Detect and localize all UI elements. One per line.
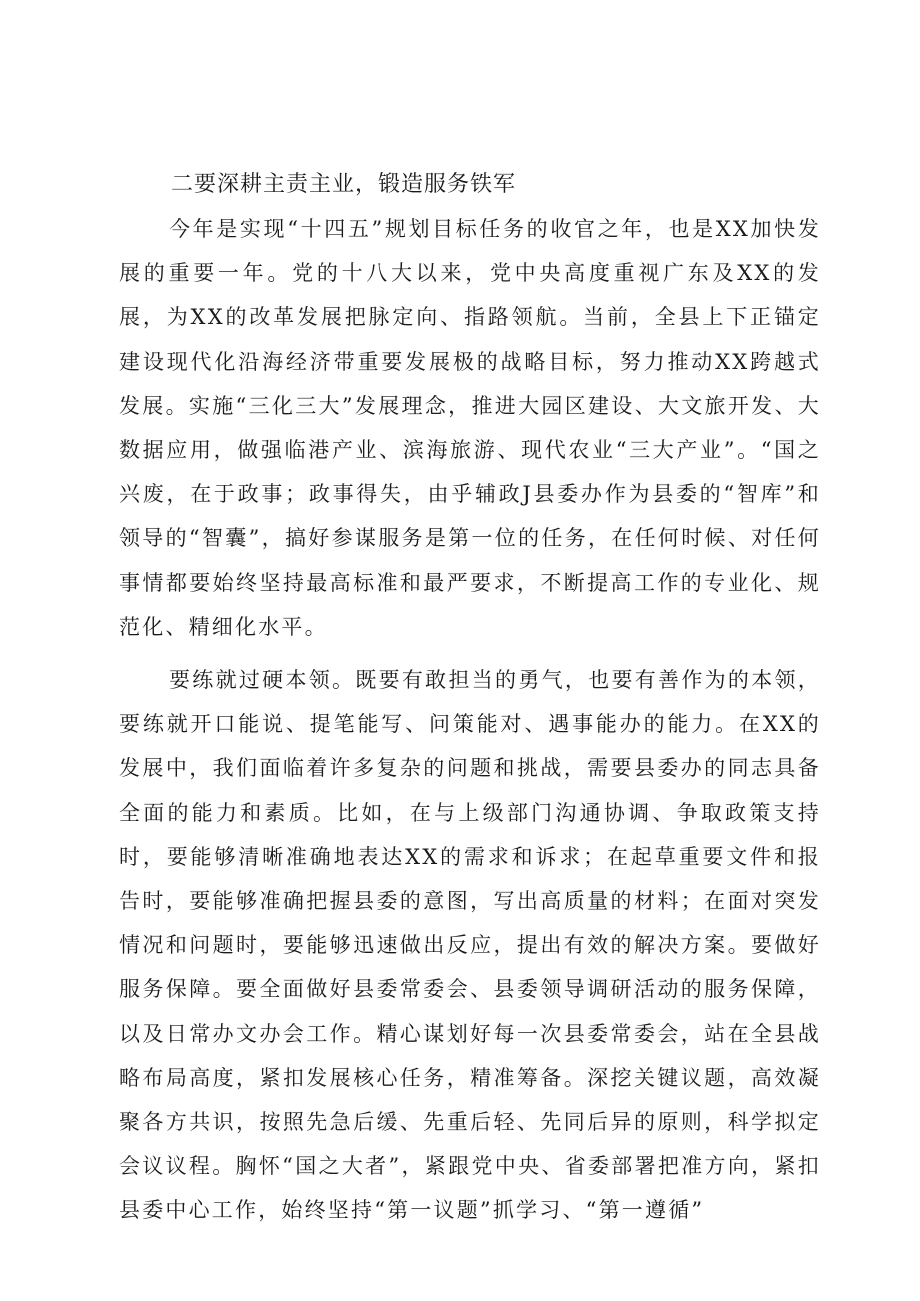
- paragraph-1: 今年是实现“十四五”规划目标任务的收官之年，也是XX加快发展的重要一年。党的十八大以来，党中央高度重视广东及XX的发展，为XX的改革发展把脉定向、指路领航。当前，全县上下正锚定建设现代化沿海经济带重要发展极的战略目标，努力推动XX跨越式发展。实施“三化三大”发展理念，推进大园区建设、大文旅开发、大数据应用，做强临港产业、滨海旅游、现代农业“三大产业”。“国之兴废，在于政事；政事得失，由乎辅政J县委办作为县委的“智库”和领导的“智囊”，搞好参谋服务是第一位的任务，在任何时候、对任何事情都要始终坚持最高标准和最严要求，不断提高工作的专业化、规范化、精细化水平。: [119, 217, 821, 639]
- paragraph-2: 要练就过硬本领。既要有敢担当的勇气，也要有善作为的本领，要练就开口能说、提笔能写、问策能对、遇事能办的能力。在XX的发展中，我们面临着许多复杂的问题和挑战，需要县委办的同志具备全面的能力和素质。比如，在与上级部门沟通协调、争取政策支持时，要能够清晰准确地表达XX的需求和诉求；在起草重要文件和报告时，要能够准确把握县委的意图，写出高质量的材料；在面对突发情况和问题时，要能够迅速做出反应，提出有效的解决方案。要做好服务保障。要全面做好县委常委会、县委领导调研活动的服务保障，以及日常办文办会工作。精心谋划好每一次县委常委会，站在全县战略布局高度，紧扣发展核心任务，精准筹备。深挖关键议题，高效凝聚各方共识，按照先急后缓、先重后轻、先同后异的原则，科学拟定会议议程。胸怀“国之大者”，紧跟党中央、省委部署把准方向，紧扣县委中心工作，始终坚持“第一议题”抓学习、“第一遵循”: [119, 668, 821, 1223]
- section-heading: 二要深耕主责主业，锻造服务铁军: [171, 172, 517, 197]
- document-body: [119, 163, 821, 1233]
